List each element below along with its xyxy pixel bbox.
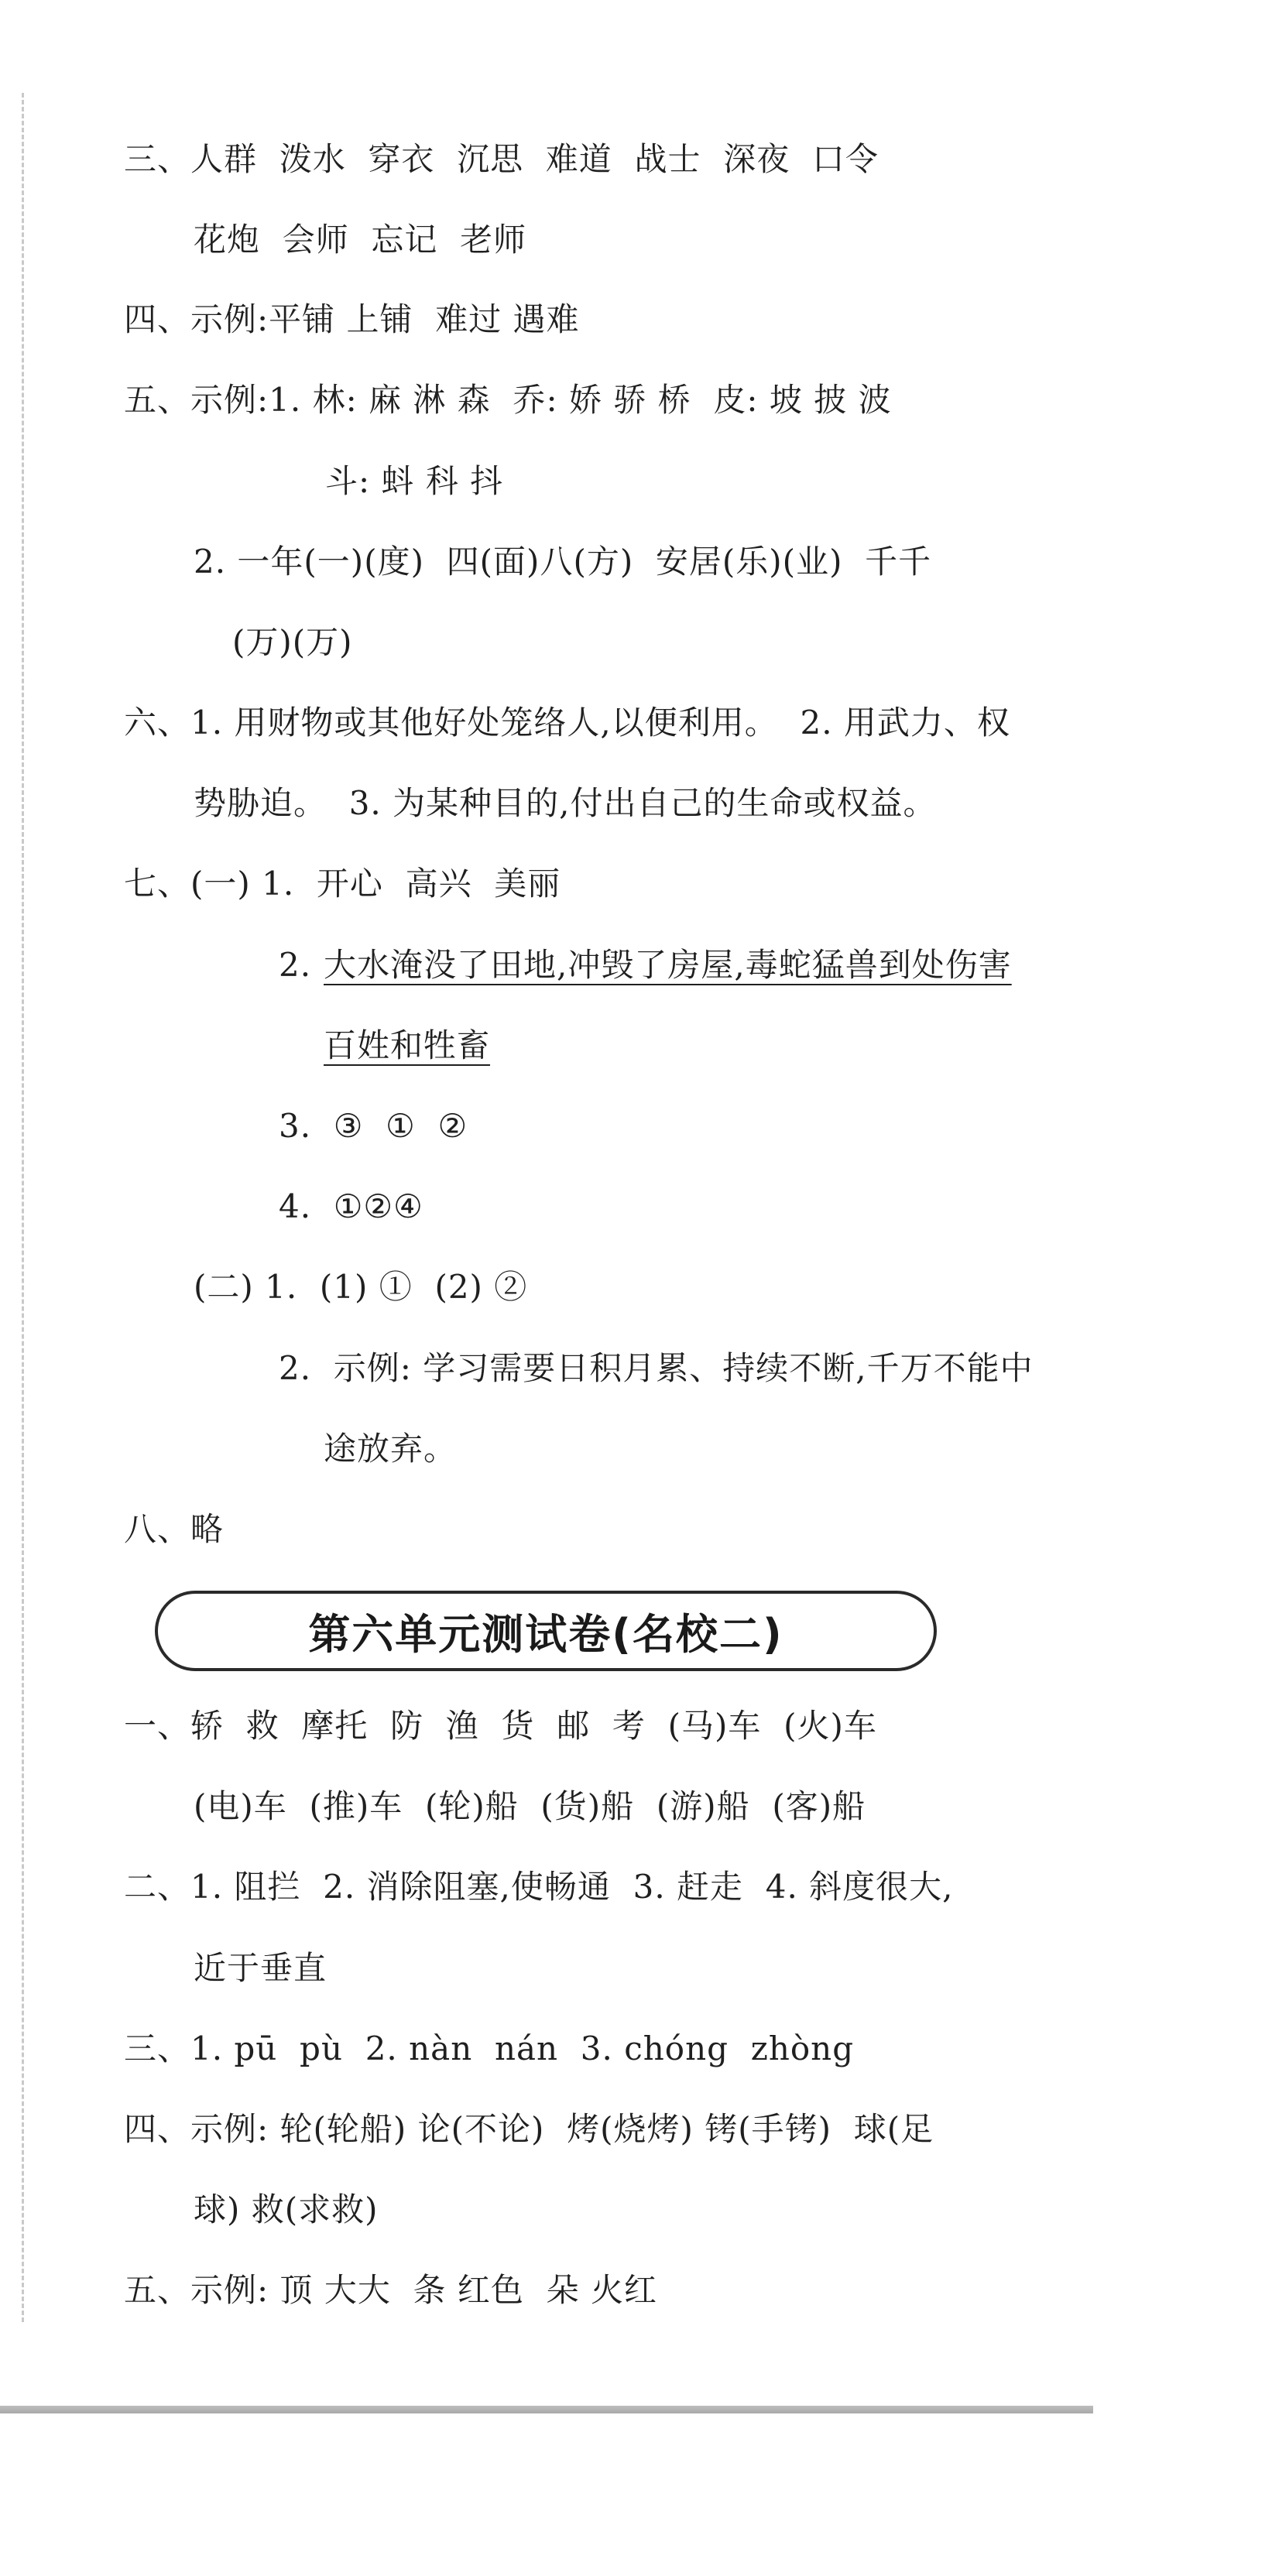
answer-line: 球) 救(求救) bbox=[194, 2191, 379, 2228]
answer-line: 3. ③ ① ② bbox=[279, 1107, 468, 1145]
answer-line: 六、1. 用财物或其他好处笼络人,以便利用。 2. 用武力、权 bbox=[124, 704, 1010, 742]
answer-line: 花炮 会师 忘记 老师 bbox=[194, 221, 527, 259]
answer-line: 2. 一年(一)(度) 四(面)八(方) 安居(乐)(业) 千千 bbox=[194, 543, 932, 581]
underlined-answer: 百姓和牲畜 bbox=[324, 1026, 491, 1064]
answer-line: 四、示例:平铺 上铺 难过 遇难 bbox=[124, 300, 580, 338]
section-title-box bbox=[155, 1591, 937, 1671]
answer-line: 一、轿 救 摩托 防 渔 货 邮 考 (马)车 (火)车 bbox=[124, 1707, 877, 1745]
answer-line: 2. 示例: 学习需要日积月累、持续不断,千万不能中 bbox=[279, 1349, 1034, 1387]
answer-line: 二、1. 阻拦 2. 消除阻塞,使畅通 3. 赶走 4. 斜度很大, bbox=[124, 1868, 954, 1906]
binding-margin-line bbox=[22, 93, 24, 2322]
footer-rule bbox=[0, 2406, 1093, 2413]
answer-line: 三、1. pū pù 2. nàn nán 3. chóng zhòng bbox=[124, 2030, 855, 2067]
answer-line: 四、示例: 轮(轮船) 论(不论) 烤(烧烤) 铐(手铐) 球(足 bbox=[124, 2110, 934, 2148]
answer-line: (万)(万) bbox=[232, 623, 353, 661]
answer-line: 七、(一) 1. 开心 高兴 美丽 bbox=[124, 865, 561, 903]
answer-line: 五、示例: 顶 大大 条 红色 朵 火红 bbox=[124, 2271, 657, 2309]
answer-line: 4. ①②④ bbox=[279, 1187, 423, 1225]
answer-line: 斗: 蚪 科 抖 bbox=[325, 462, 504, 500]
answer-line: 八、略 bbox=[124, 1510, 225, 1548]
section-title: 第六单元测试卷(名校二) bbox=[308, 1609, 783, 1659]
underlined-answer: 大水淹没了田地,冲毁了房屋,毒蛇猛兽到处伤害 bbox=[324, 946, 1012, 984]
answer-line: (电)车 (推)车 (轮)船 (货)船 (游)船 (客)船 bbox=[194, 1787, 866, 1825]
answer-line: (二) 1. (1) ① (2) ② bbox=[194, 1268, 528, 1306]
answer-line: 势胁迫。 3. 为某种目的,付出自己的生命或权益。 bbox=[194, 784, 937, 822]
answer-line: 三、人群 泼水 穿衣 沉思 难道 战士 深夜 口令 bbox=[124, 140, 879, 178]
answer-item-number: 2. bbox=[279, 946, 312, 984]
answer-line: 途放弃。 bbox=[324, 1430, 458, 1468]
answer-line: 五、示例:1. 林: 麻 淋 森 乔: 娇 骄 桥 皮: 坡 披 波 bbox=[124, 381, 892, 419]
answer-line: 近于垂直 bbox=[194, 1949, 327, 1987]
